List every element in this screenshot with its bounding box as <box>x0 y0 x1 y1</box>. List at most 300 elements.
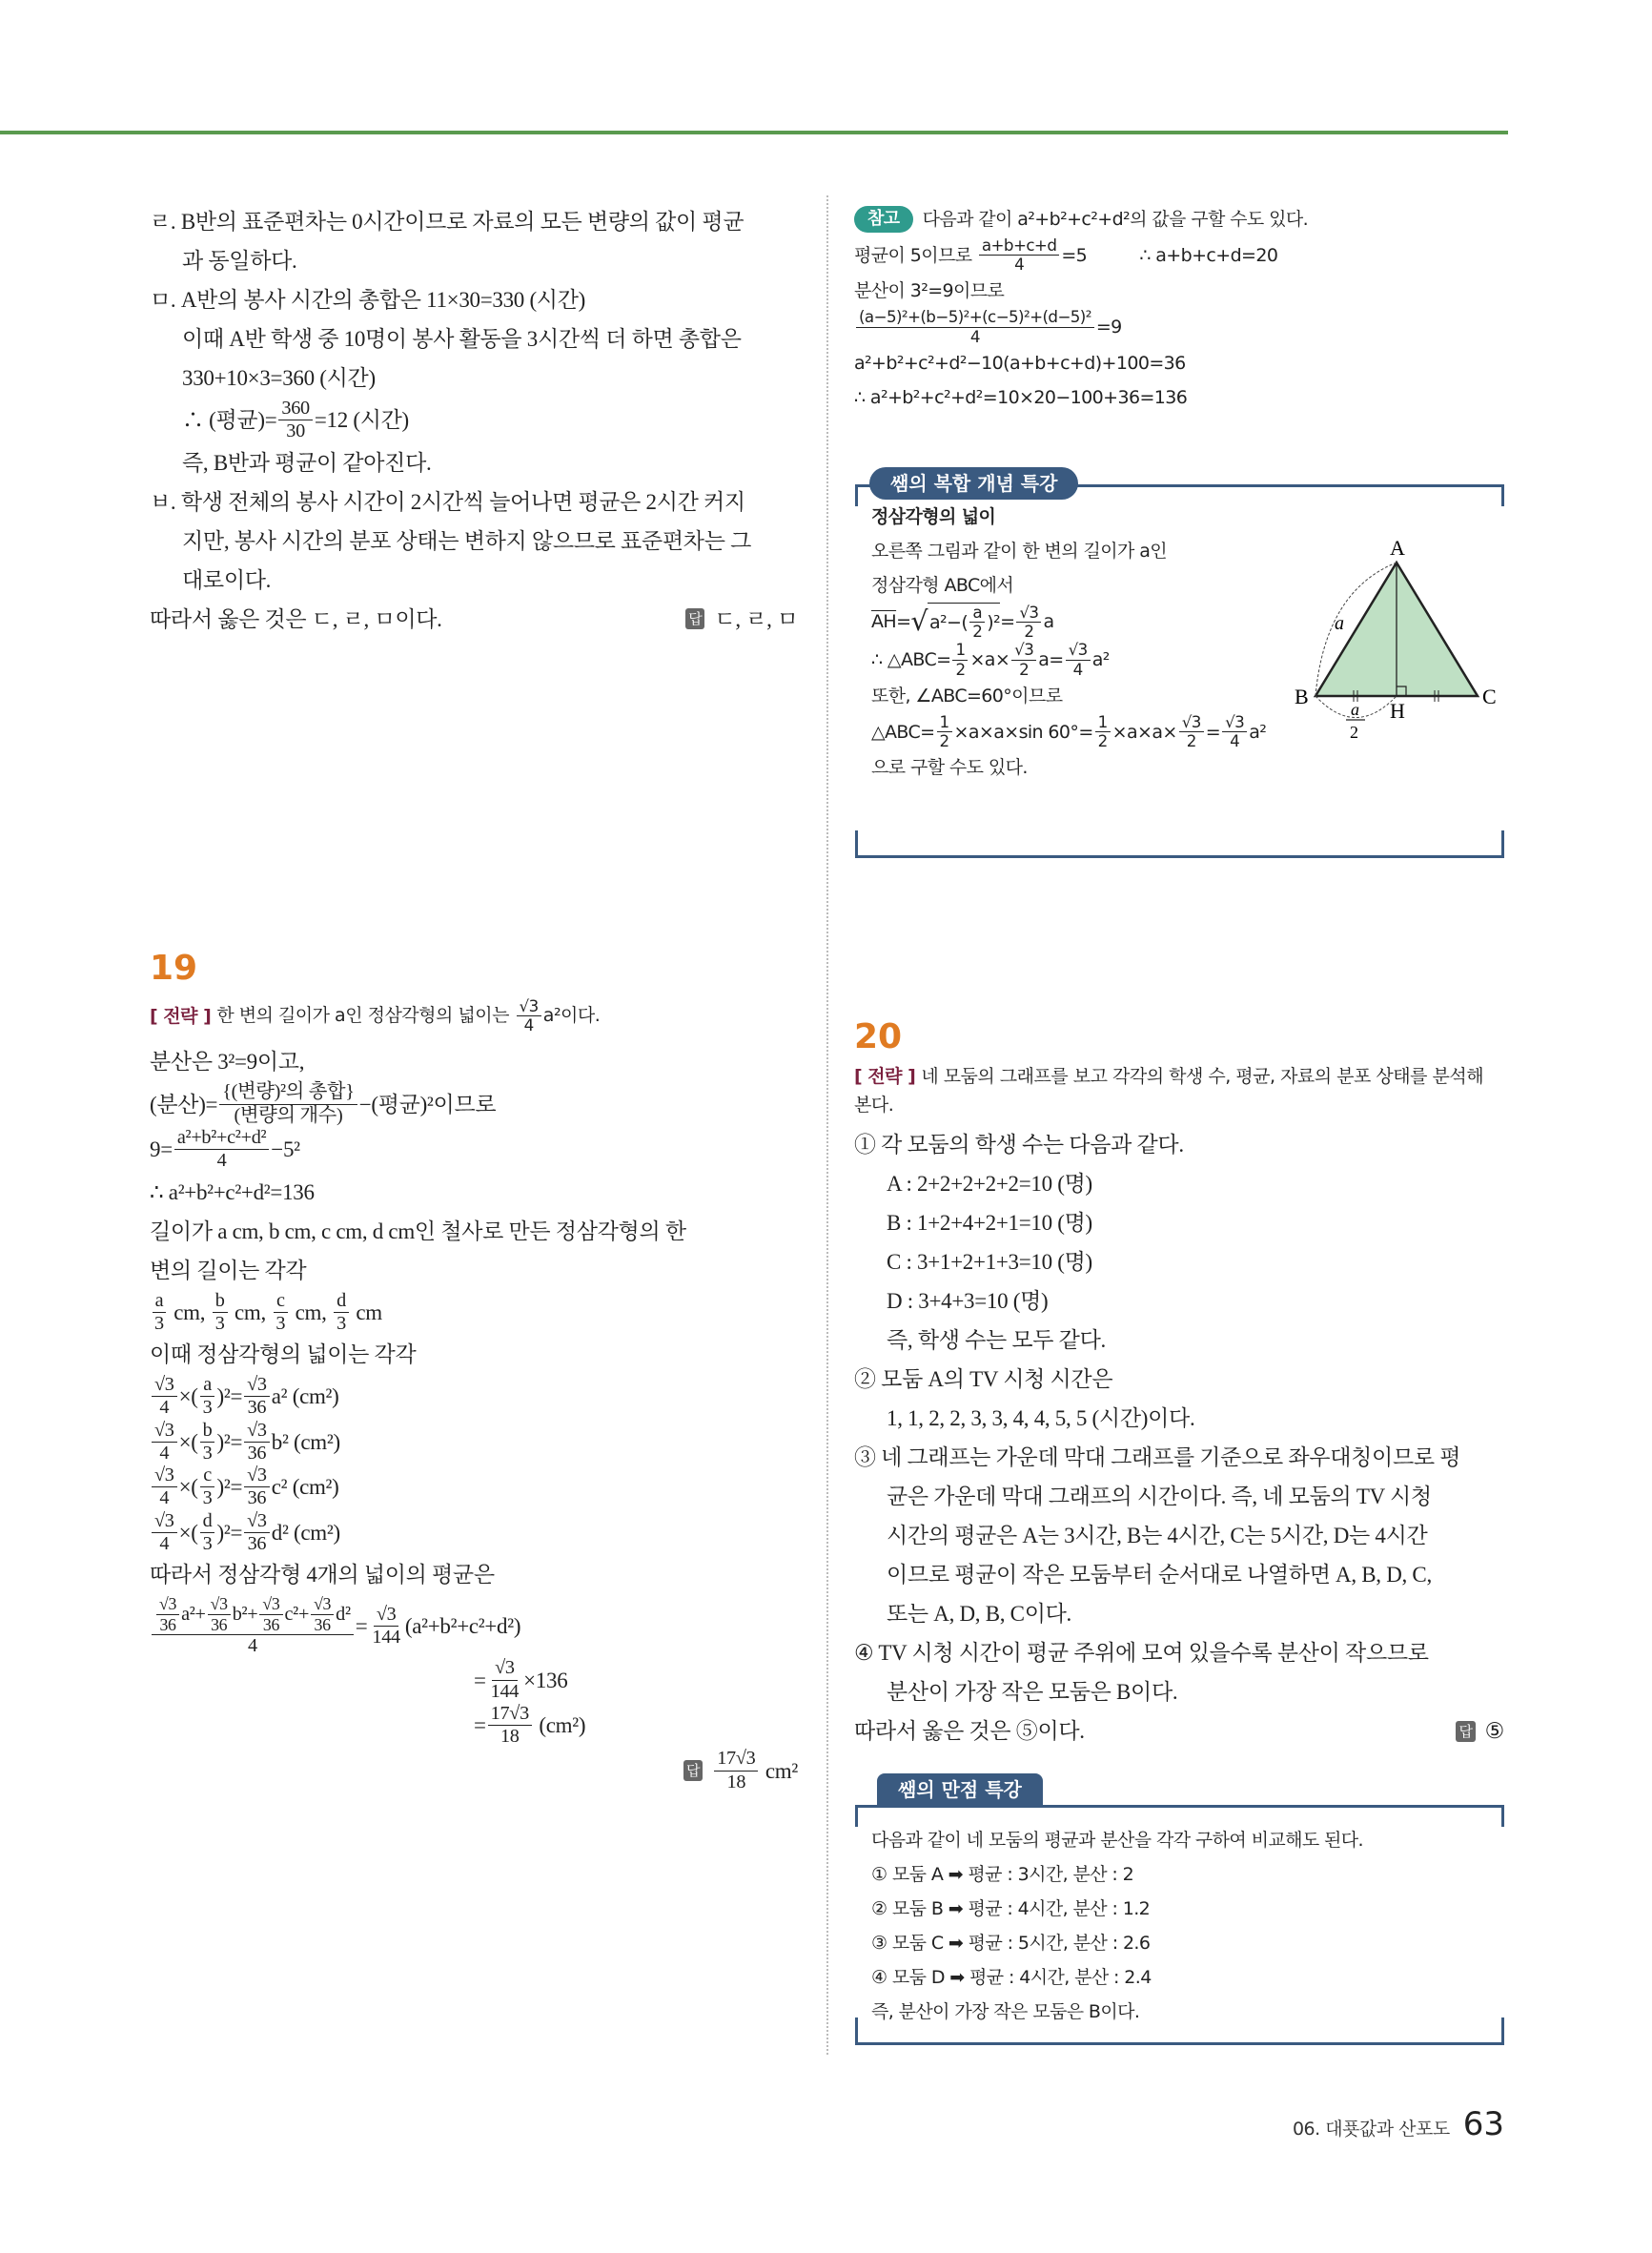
numerator <box>200 1464 214 1487</box>
label-b-vertex: B <box>1295 685 1309 708</box>
page-number: 63 <box>1462 2105 1504 2143</box>
label-half-num: a <box>1351 700 1359 719</box>
text-line <box>854 1633 1504 1672</box>
fraction <box>244 1464 270 1510</box>
denominator <box>1184 732 1199 750</box>
text-run: 또한, ∠ABC=60°이므로 <box>871 685 1063 707</box>
denominator <box>1021 623 1036 641</box>
numerator <box>334 1290 349 1313</box>
text-run: 변의 길이는 각각 <box>150 1258 307 1282</box>
text-run: 330+10×3=360 (시간) <box>182 366 376 390</box>
denominator <box>245 1635 260 1657</box>
text-run: 과 동일하다. <box>182 249 297 273</box>
text-line <box>150 1212 798 1251</box>
concept-box-body <box>871 500 1319 785</box>
solution-20 <box>854 1016 1504 1751</box>
text-line <box>854 1125 1504 1164</box>
numerator <box>278 398 312 420</box>
text-run: 36 <box>247 1442 267 1464</box>
denominator <box>952 661 968 679</box>
fraction <box>488 1703 532 1749</box>
text-run: ×( <box>178 1384 198 1409</box>
denominator <box>156 1397 172 1419</box>
text-run: 144 <box>490 1680 520 1702</box>
numerator <box>1066 641 1091 660</box>
text-run: 9= <box>150 1137 173 1162</box>
numerator <box>200 1420 215 1443</box>
text-run: 144 <box>372 1626 400 1648</box>
answer-mark-icon: 답 <box>683 1760 703 1781</box>
text-line <box>150 1173 798 1212</box>
text-line <box>871 500 1319 534</box>
text-run: ④ TV 시청 시간이 평균 주위에 모여 있을수록 분산이 작으므로 <box>854 1641 1429 1665</box>
denominator <box>152 1313 167 1335</box>
text-run: 4 <box>159 1397 170 1419</box>
text-line <box>150 1081 798 1127</box>
text-line <box>150 1420 798 1465</box>
text-run: 다음과 같이 a²+b²+c²+d²의 값을 구할 수도 있다. <box>922 209 1309 230</box>
text-line <box>150 1703 798 1749</box>
fraction <box>174 1127 269 1173</box>
text-run: ×a×a×sin 60°= <box>953 721 1093 743</box>
column-divider <box>826 195 828 2055</box>
text-run: 18 <box>726 1771 746 1792</box>
numerator <box>152 1510 177 1533</box>
text-line <box>150 1510 798 1556</box>
text-run: ∴ a²+b²+c²+d²=136 <box>150 1179 315 1204</box>
text-line <box>150 482 798 522</box>
text-run: =5 ∴ a+b+c+d=20 <box>1061 244 1278 266</box>
numerator <box>174 1127 269 1150</box>
text-run: cm, <box>229 1300 272 1324</box>
text-run: √3 <box>376 1603 397 1625</box>
text-run: 4 <box>216 1150 227 1172</box>
label-half-den: 2 <box>1350 723 1358 742</box>
text-run: 1 <box>939 711 949 731</box>
denominator <box>260 1615 282 1634</box>
denominator <box>969 623 985 641</box>
numerator <box>152 1594 354 1635</box>
text-run: 17√3 <box>717 1748 756 1770</box>
text-run: 대로이다. <box>182 567 272 592</box>
strategy-label: [ 전략 ] <box>854 1066 916 1087</box>
text-run: 즉, 학생 수는 모두 같다. <box>887 1328 1106 1352</box>
text-run: (a−5)²+(b−5)²+(c−5)²+(d−5)² <box>859 307 1091 327</box>
fraction <box>259 1594 282 1634</box>
text-run: √3 <box>1068 640 1088 660</box>
text-run: ×( <box>178 1475 198 1500</box>
text-run: 또는 A, D, B, C이다. <box>887 1602 1071 1626</box>
denominator <box>1016 661 1031 679</box>
numerator <box>969 604 985 623</box>
numerator <box>213 1290 228 1313</box>
text-run: 1 <box>955 640 966 660</box>
numerator <box>492 1657 518 1680</box>
text-line <box>854 1672 1504 1711</box>
fraction <box>1179 713 1204 750</box>
text-line <box>854 1555 1504 1594</box>
text-run: = <box>474 1668 486 1692</box>
text-run: ⑤ <box>1484 1719 1504 1743</box>
text-run: 한 변의 길이가 a인 정삼각형의 넓이는 <box>216 1005 515 1027</box>
text-line <box>854 1711 1504 1751</box>
text-run: √3 <box>247 1374 267 1396</box>
fraction <box>952 641 968 678</box>
numerator <box>311 1594 334 1614</box>
text-run: =9 <box>1095 317 1122 338</box>
strategy-label: [ 전략 ] <box>150 1005 212 1027</box>
denominator <box>200 1397 215 1419</box>
text-run: c² (cm²) <box>271 1475 339 1500</box>
text-line <box>150 398 798 443</box>
numerator <box>259 1594 282 1614</box>
text-run: ㄹ. B반의 표준편차는 0시간이므로 자료의 모든 변량의 값이 평균 <box>150 210 744 234</box>
text-line <box>871 641 1319 678</box>
numerator <box>374 1604 399 1627</box>
text-run: b² (cm²) <box>271 1429 340 1454</box>
fraction <box>714 1748 758 1793</box>
text-run: 3 <box>214 1312 225 1334</box>
text-run: cm <box>350 1300 382 1324</box>
fraction <box>1016 604 1041 641</box>
denominator <box>937 732 952 750</box>
answer-mark-icon: 답 <box>1456 1721 1475 1742</box>
text-line <box>854 346 1502 380</box>
denominator <box>283 420 308 442</box>
text-run: √3 <box>1181 711 1201 731</box>
numerator <box>1011 641 1036 660</box>
text-run: cm, <box>168 1300 211 1324</box>
text-run: 다음과 같이 네 모둠의 평균과 분산을 각각 구하여 비교해도 된다. <box>871 1830 1364 1851</box>
text-run: )²= <box>216 1475 243 1500</box>
text-run: ④ 모둠 D ➡ 평균 : 4시간, 분산 : 2.4 <box>871 1967 1152 1988</box>
text-run: a²이다. <box>542 1005 601 1027</box>
page-footer <box>1293 2105 1504 2143</box>
text-line <box>150 1290 798 1336</box>
text-line <box>150 280 798 319</box>
text-line <box>871 1823 1491 1857</box>
text-line <box>854 380 1502 415</box>
text-run: 36 <box>314 1614 331 1634</box>
numerator <box>244 1510 270 1533</box>
text-line <box>854 1321 1504 1360</box>
text-line <box>150 443 798 482</box>
text-run: a²+b²+c²+d² <box>176 1126 267 1148</box>
text-run: a= <box>1038 649 1064 671</box>
text-run: 36 <box>247 1487 267 1509</box>
text-run: =12 (시간) <box>314 408 409 433</box>
numerator <box>152 1420 177 1443</box>
text-run: (분산)= <box>150 1092 218 1116</box>
text-run: )² <box>987 611 1001 633</box>
text-run: {(변량)²의 총합} <box>222 1081 355 1103</box>
text-line <box>150 522 798 561</box>
text-run: 36 <box>247 1532 267 1554</box>
numerator <box>274 1290 288 1313</box>
fraction <box>152 1594 354 1657</box>
fraction <box>244 1420 270 1465</box>
text-line <box>150 358 798 398</box>
text-run: √3 <box>247 1509 267 1531</box>
text-run: 3 <box>202 1397 213 1419</box>
numerator <box>153 1290 167 1313</box>
text-line <box>854 1242 1504 1281</box>
text-run: √3 <box>154 1374 174 1396</box>
label-c-vertex: C <box>1482 685 1497 708</box>
text-line <box>150 1555 798 1594</box>
text-run: 지만, 봉사 시간의 분포 상태는 변하지 않으므로 표준편차는 그 <box>182 528 752 553</box>
fraction <box>244 1374 270 1420</box>
text-run: 2 <box>972 622 983 642</box>
fraction <box>152 1510 177 1556</box>
fraction <box>200 1510 215 1556</box>
text-run: 시간의 평균은 A는 3시간, B는 4시간, C는 5시간, D는 4시간 <box>887 1524 1428 1547</box>
text-run: a <box>972 603 983 622</box>
denominator <box>156 1615 178 1634</box>
text-run: ③ 네 그래프는 가운데 막대 그래프를 기준으로 좌우대칭이므로 평 <box>854 1445 1461 1469</box>
numerator <box>200 1510 215 1533</box>
denominator <box>156 1443 172 1464</box>
fraction <box>488 1657 521 1703</box>
numerator <box>952 641 968 660</box>
denominator <box>200 1443 215 1464</box>
text-run: ㄷ, ㄹ, ㅁ <box>714 606 798 631</box>
fraction <box>244 1510 270 1556</box>
fraction <box>200 1420 215 1465</box>
text-line <box>871 1857 1491 1892</box>
denominator <box>498 1726 522 1748</box>
fraction <box>1066 641 1091 678</box>
text-run: 평균이 5이므로 <box>854 244 977 266</box>
answer <box>1456 1711 1504 1751</box>
numerator <box>152 1374 177 1397</box>
numerator <box>219 1081 357 1104</box>
text-run: a <box>154 1289 164 1311</box>
text-run: √3 <box>154 1464 174 1486</box>
text-run: cm² <box>760 1758 798 1783</box>
text-run: △ABC= <box>871 721 935 743</box>
text-run: 3 <box>202 1487 213 1509</box>
text-line <box>871 534 1319 568</box>
denominator <box>724 1772 749 1793</box>
numerator <box>1095 713 1111 732</box>
text-run: ×136 <box>523 1668 568 1692</box>
denominator <box>369 1627 402 1649</box>
fraction <box>200 1464 215 1510</box>
text-line <box>871 1995 1491 2029</box>
fraction <box>152 1464 177 1510</box>
strategy-line <box>150 997 798 1034</box>
text-run: 오른쪽 그림과 같이 한 변의 길이가 a인 <box>871 541 1167 562</box>
text-run: 4 <box>1014 255 1025 275</box>
text-run: 18 <box>500 1726 520 1748</box>
strategy-line <box>854 1062 1504 1091</box>
strategy-text <box>216 997 600 1034</box>
fraction <box>937 713 952 750</box>
text-run: √3 <box>1019 602 1039 622</box>
text-run: √3 <box>210 1594 228 1614</box>
text-run: √3 <box>247 1464 267 1486</box>
text-run: D : 3+4+3=10 (명) <box>887 1289 1049 1313</box>
denominator <box>214 1150 230 1172</box>
solution-20-body <box>854 1125 1504 1751</box>
text-run: 3 <box>337 1312 346 1334</box>
text-run: −(평균)²이므로 <box>358 1092 497 1116</box>
triangle-diagram <box>1287 534 1506 744</box>
numerator <box>937 713 952 732</box>
text-line <box>871 603 1319 641</box>
text-line <box>871 1926 1491 1960</box>
numerator <box>1222 713 1247 732</box>
text-run: a+b+c+d <box>981 236 1057 255</box>
numerator <box>1016 604 1041 623</box>
text-run: (변량의 개수) <box>234 1104 343 1126</box>
label-side-a: a <box>1335 613 1344 634</box>
text-run: √3 <box>314 1594 332 1614</box>
text-run: b <box>214 1289 225 1311</box>
text-run: 4 <box>523 1015 534 1035</box>
text-run: 정삼각형의 넓이 <box>871 506 996 527</box>
text-line <box>871 568 1319 603</box>
denominator <box>521 1016 537 1034</box>
text-run: 360 <box>281 398 310 419</box>
text-line <box>150 1042 798 1081</box>
fraction <box>1222 713 1247 750</box>
text-run: √3 <box>247 1419 267 1441</box>
text-run: = <box>1205 721 1221 743</box>
text-run: (a²+b²+c²+d²) <box>404 1613 521 1638</box>
denominator <box>1011 256 1027 274</box>
denominator <box>312 1615 334 1634</box>
text-line <box>150 241 798 280</box>
solution-19 <box>150 948 798 1793</box>
text-run: 4 <box>159 1487 170 1509</box>
numerator <box>714 1748 758 1771</box>
denominator <box>1227 732 1242 750</box>
text-run: = <box>896 611 911 633</box>
text-line <box>854 1516 1504 1555</box>
text-run: ∴ a²+b²+c²+d²=10×20−100+36=136 <box>854 386 1188 408</box>
text-run: −5² <box>271 1137 300 1162</box>
text-line <box>854 1164 1504 1203</box>
text-run: a <box>1043 611 1054 633</box>
header-rule <box>0 131 1508 134</box>
fraction <box>369 1604 402 1649</box>
solution-18-continued <box>150 202 798 639</box>
denominator <box>208 1615 230 1634</box>
text-run: √3 <box>495 1657 515 1679</box>
denominator <box>245 1443 270 1464</box>
text-run: 즉, B반과 평균이 같아진다. <box>182 450 432 475</box>
text-run: 이때 A반 학생 중 10명이 봉사 활동을 3시간씩 더 하면 총합은 <box>182 327 742 351</box>
numerator <box>156 1594 179 1614</box>
text-run: )²= <box>216 1429 243 1454</box>
denominator <box>334 1313 349 1335</box>
numerator <box>979 236 1059 256</box>
text-run: 따라서 정삼각형 4개의 넓이의 평균은 <box>150 1563 495 1587</box>
numerator <box>488 1703 532 1726</box>
text-line <box>150 600 798 639</box>
text-line <box>854 1399 1504 1438</box>
text-run: 따라서 옳은 것은 ⑤이다. <box>854 1719 1085 1743</box>
text-run: c²+ <box>284 1603 310 1625</box>
text-run: (cm²) <box>533 1713 586 1738</box>
denominator <box>200 1487 215 1509</box>
fraction <box>152 1420 177 1465</box>
denominator <box>232 1105 346 1127</box>
fraction <box>1095 713 1111 750</box>
text-line <box>150 319 798 358</box>
text-line <box>150 1374 798 1420</box>
numerator <box>856 308 1094 327</box>
denominator <box>273 1313 288 1335</box>
text-run: 3 <box>275 1312 286 1334</box>
text-line <box>150 202 798 241</box>
problem-number: 19 <box>150 949 198 988</box>
text-run: 분산이 가장 작은 모둠은 B이다. <box>887 1680 1178 1704</box>
text-run: c <box>275 1289 285 1311</box>
text-run: a²+b²+c²+d²−10(a+b+c+d)+100=36 <box>854 352 1186 374</box>
text-line <box>854 1360 1504 1399</box>
text-run: 2 <box>1024 621 1034 641</box>
text-run: 4 <box>247 1635 257 1657</box>
denominator <box>156 1487 172 1509</box>
text-run: 36 <box>247 1397 267 1419</box>
text-run: 1 <box>1097 711 1108 731</box>
text-run: 36 <box>159 1614 176 1634</box>
text-line <box>150 1748 798 1793</box>
denominator <box>245 1397 270 1419</box>
numerator <box>208 1594 231 1614</box>
note-section <box>854 202 1502 415</box>
text-run: 분산은 3²=9이고, <box>150 1050 305 1075</box>
numerator <box>152 1464 177 1487</box>
text-run: A : 2+2+2+2+2=10 (명) <box>887 1172 1092 1196</box>
text-line <box>150 561 798 600</box>
fraction <box>213 1290 228 1336</box>
text-run: 네 모둠의 그래프를 보고 각각의 학생 수, 평균, 자료의 분포 상태를 분석해 <box>921 1066 1484 1087</box>
text-run: √3 <box>262 1594 280 1614</box>
text-run: 이때 정삼각형의 넓이는 각각 <box>150 1342 417 1367</box>
text-run: 3 <box>154 1312 164 1334</box>
square-root: √ a²−( $\frac{a}{2}$ )² <box>910 603 1001 642</box>
text-line <box>854 274 1502 308</box>
text-run: 2 <box>939 731 949 751</box>
text-run: ② 모둠 B ➡ 평균 : 4시간, 분산 : 1.2 <box>871 1898 1151 1919</box>
text-run: √3 <box>519 996 539 1015</box>
problem-number: 20 <box>854 1017 903 1056</box>
text-run: 따라서 옳은 것은 ㄷ, ㄹ, ㅁ이다. <box>150 606 442 631</box>
text-run: 즉, 분산이 가장 작은 모둠은 B이다. <box>871 2001 1140 2022</box>
tip-box-title: 쌤의 만점 특강 <box>877 1773 1043 1806</box>
text-run: 2 <box>1097 731 1108 751</box>
fraction <box>273 1290 288 1336</box>
text-line <box>854 308 1502 345</box>
text-run: a²+ <box>181 1603 206 1625</box>
text-run: 4 <box>1072 659 1083 679</box>
text-run: b²+ <box>232 1603 258 1625</box>
text-line <box>150 1594 798 1657</box>
text-run: 이므로 평균이 작은 모둠부터 순서대로 나열하면 A, B, D, C, <box>887 1563 1432 1587</box>
text-run: ×a× <box>969 649 1010 671</box>
text-run: 4 <box>969 326 980 346</box>
numerator <box>244 1420 270 1443</box>
text-run: 길이가 a cm, b cm, c cm, d cm인 철사로 만든 정삼각형의 한 <box>150 1219 686 1243</box>
fraction <box>1011 641 1036 678</box>
segment-overline: $\overline{AH}$ <box>871 611 897 633</box>
text-run: ×a×a× <box>1112 721 1177 743</box>
text-run: = <box>355 1613 368 1638</box>
